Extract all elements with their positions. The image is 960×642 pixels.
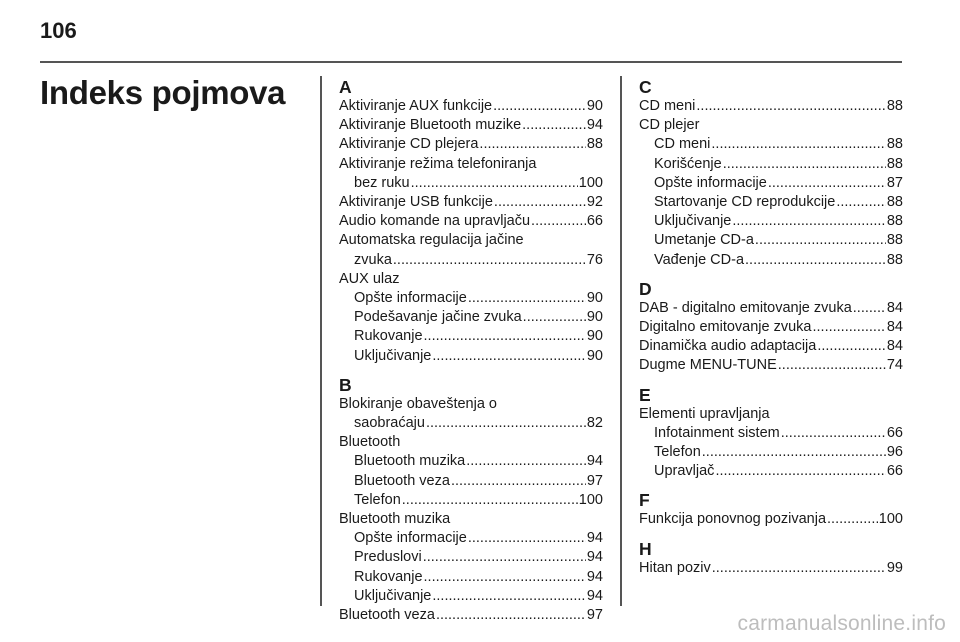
index-entry xyxy=(639,337,903,356)
dot-leader xyxy=(523,308,586,327)
entry-page: 94 xyxy=(586,117,603,134)
index-entry xyxy=(639,299,903,318)
dot-leader xyxy=(812,318,885,337)
entry-page: 84 xyxy=(886,319,903,336)
index-entry xyxy=(639,510,903,529)
entry-text: Upravljač xyxy=(654,463,715,480)
index-entry xyxy=(339,212,603,231)
section-letter: D xyxy=(639,278,652,299)
index-entry xyxy=(639,559,903,578)
entry-page: 90 xyxy=(586,290,603,307)
entry-page: 82 xyxy=(586,415,603,432)
index-entry: Blokiranje obaveštenja o xyxy=(339,395,497,412)
dot-leader xyxy=(745,251,886,270)
column-separator-2 xyxy=(620,76,622,606)
index-subentry xyxy=(639,231,903,250)
entry-page: 88 xyxy=(886,194,903,211)
entry-text: Uključivanje xyxy=(354,587,432,604)
index-subentry xyxy=(339,327,603,346)
entry-page: 90 xyxy=(586,347,603,364)
entry-page: 90 xyxy=(586,98,603,114)
index-entry xyxy=(639,318,903,337)
index-subentry xyxy=(339,308,603,327)
dot-leader xyxy=(451,472,586,491)
dot-leader xyxy=(853,299,886,318)
index-subentry xyxy=(339,347,603,366)
dot-leader xyxy=(493,97,586,116)
entry-text: Bluetooth muzika xyxy=(354,453,466,470)
index-subentry xyxy=(339,174,603,193)
index-subentry xyxy=(639,462,903,481)
dot-leader xyxy=(426,414,586,433)
header-rule xyxy=(40,61,902,63)
entry-page: 84 xyxy=(886,299,903,316)
entry-text: Uključivanje xyxy=(654,213,732,230)
entry-page: 97 xyxy=(586,607,603,624)
section-letter: E xyxy=(639,384,651,405)
entry-page: 87 xyxy=(886,174,903,191)
index-entry xyxy=(339,135,603,154)
entry-text: CD meni xyxy=(639,98,696,114)
dot-leader xyxy=(531,212,586,231)
entry-text: Infotainment sistem xyxy=(654,424,780,441)
section-letter: H xyxy=(639,538,652,559)
dot-leader xyxy=(466,452,586,471)
index-subentry xyxy=(339,289,603,308)
dot-leader xyxy=(468,289,586,308)
index-subentry xyxy=(639,193,903,212)
dot-leader xyxy=(778,356,886,375)
entry-text: Hitan poziv xyxy=(639,559,711,576)
index-entry xyxy=(639,356,903,375)
dot-leader xyxy=(424,568,586,587)
dot-leader xyxy=(522,116,586,135)
entry-page: 88 xyxy=(586,136,603,153)
entry-page: 94 xyxy=(586,587,603,604)
index-subentry xyxy=(339,548,603,567)
entry-page: 88 xyxy=(886,213,903,230)
index-entry xyxy=(339,116,603,135)
index-subentry xyxy=(339,491,603,510)
dot-leader xyxy=(402,491,578,510)
entry-page: 88 xyxy=(886,155,903,172)
dot-leader xyxy=(817,337,886,356)
entry-page: 90 xyxy=(586,309,603,326)
entry-text: DAB - digitalno emitovanje zvuka xyxy=(639,299,852,316)
entry-text: bez ruku xyxy=(354,174,410,191)
entry-text: Uključivanje xyxy=(354,347,432,364)
entry-page: 76 xyxy=(586,251,603,268)
dot-leader xyxy=(781,424,886,443)
dot-leader xyxy=(732,212,885,231)
section-letter: C xyxy=(639,77,652,97)
entry-page: 94 xyxy=(586,549,603,566)
entry-text: Rukovanje xyxy=(354,328,423,345)
entry-page: 88 xyxy=(886,136,903,153)
entry-text: Opšte informacije xyxy=(354,530,467,547)
section-letter: B xyxy=(339,374,352,395)
entry-text: Aktiviranje CD plejera xyxy=(339,136,479,153)
entry-page: 90 xyxy=(586,328,603,345)
dot-leader xyxy=(696,97,885,116)
entry-page: 88 xyxy=(886,98,903,114)
entry-text: Podešavanje jačine zvuka xyxy=(354,309,522,326)
index-subentry xyxy=(639,251,903,270)
entry-page: 99 xyxy=(886,559,903,576)
index-entry xyxy=(339,97,603,116)
entry-page: 88 xyxy=(886,232,903,249)
watermark: carmanualsonline.info xyxy=(737,612,946,635)
dot-leader xyxy=(393,251,586,270)
dot-leader xyxy=(723,155,886,174)
dot-leader xyxy=(436,606,586,625)
page-title: Indeks pojmova xyxy=(40,74,286,111)
index-entry: Bluetooth xyxy=(339,434,401,451)
entry-page: 66 xyxy=(886,463,903,480)
index-column-1 xyxy=(339,77,603,625)
dot-leader xyxy=(827,510,878,529)
entry-text: Vađenje CD-a xyxy=(654,251,745,268)
index-entry: CD plejer xyxy=(639,117,700,134)
entry-text: Aktiviranje Bluetooth muzike xyxy=(339,117,522,134)
entry-page: 92 xyxy=(586,194,603,211)
section-letter: A xyxy=(339,77,352,97)
entry-page: 100 xyxy=(578,491,603,508)
index-entry: AUX ulaz xyxy=(339,270,400,287)
entry-page: 88 xyxy=(886,251,903,268)
entry-text: zvuka xyxy=(354,251,392,268)
dot-leader xyxy=(424,327,586,346)
page-number: 106 xyxy=(40,18,77,43)
dot-leader xyxy=(411,174,578,193)
index-subentry xyxy=(339,472,603,491)
index-subentry xyxy=(339,251,603,270)
index-subentry xyxy=(639,424,903,443)
dot-leader xyxy=(432,587,585,606)
dot-leader xyxy=(423,548,586,567)
index-subentry xyxy=(339,452,603,471)
dot-leader xyxy=(715,462,885,481)
entry-page: 94 xyxy=(586,453,603,470)
dot-leader xyxy=(432,347,585,366)
entry-page: 96 xyxy=(886,444,903,461)
index-subentry xyxy=(639,135,903,154)
index-entry: Elementi upravljanja xyxy=(639,405,770,422)
entry-page: 94 xyxy=(586,568,603,585)
entry-text: Bluetooth veza xyxy=(339,607,435,624)
dot-leader xyxy=(479,135,585,154)
index-entry: Aktiviranje režima telefoniranja xyxy=(339,155,537,172)
index-subentry xyxy=(339,414,603,433)
index-entry xyxy=(339,193,603,212)
entry-text: Dugme MENU-TUNE xyxy=(639,357,777,374)
entry-text: Aktiviranje AUX funkcije xyxy=(339,98,493,114)
index-subentry xyxy=(639,212,903,231)
entry-page: 66 xyxy=(886,424,903,441)
entry-page: 97 xyxy=(586,472,603,489)
entry-text: Startovanje CD reprodukcije xyxy=(654,194,836,211)
index-subentry xyxy=(639,174,903,193)
entry-page: 74 xyxy=(886,357,903,374)
entry-text: Korišćenje xyxy=(654,155,722,172)
entry-text: Rukovanje xyxy=(354,568,423,585)
index-entry: Bluetooth muzika xyxy=(339,511,451,528)
index-subentry xyxy=(339,587,603,606)
entry-text: Bluetooth veza xyxy=(354,472,450,489)
entry-text: Opšte informacije xyxy=(654,174,767,191)
entry-text: Dinamička audio adaptacija xyxy=(639,338,817,355)
entry-text: Opšte informacije xyxy=(354,290,467,307)
entry-page: 84 xyxy=(886,338,903,355)
entry-page: 100 xyxy=(878,511,903,528)
index-subentry xyxy=(639,155,903,174)
dot-leader xyxy=(702,443,886,462)
index-subentry xyxy=(639,443,903,462)
column-separator-1 xyxy=(320,76,322,606)
dot-leader xyxy=(836,193,886,212)
section-letter: F xyxy=(639,490,650,511)
entry-text: Preduslovi xyxy=(354,549,422,566)
entry-text: Telefon xyxy=(654,444,701,461)
entry-text: Funkcija ponovnog pozivanja xyxy=(639,511,827,528)
index-entry xyxy=(339,606,603,625)
index-subentry xyxy=(339,529,603,548)
entry-page: 100 xyxy=(578,174,603,191)
dot-leader xyxy=(755,231,886,250)
index-entry: Automatska regulacija jačine xyxy=(339,232,524,249)
entry-text: Digitalno emitovanje zvuka xyxy=(639,319,812,336)
index-entry xyxy=(639,97,903,116)
entry-text: Telefon xyxy=(354,491,401,508)
entry-text: saobraćaju xyxy=(354,415,425,432)
entry-text: Audio komande na upravljaču xyxy=(339,213,531,230)
entry-page: 66 xyxy=(586,213,603,230)
dot-leader xyxy=(468,529,586,548)
entry-page: 94 xyxy=(586,530,603,547)
entry-text: Aktiviranje USB funkcije xyxy=(339,194,493,211)
index-column-2 xyxy=(639,77,903,578)
dot-leader xyxy=(768,174,886,193)
dot-leader xyxy=(711,135,885,154)
dot-leader xyxy=(494,193,586,212)
entry-text: CD meni xyxy=(654,136,711,153)
index-subentry xyxy=(339,568,603,587)
entry-text: Umetanje CD-a xyxy=(654,232,754,249)
dot-leader xyxy=(712,559,886,578)
